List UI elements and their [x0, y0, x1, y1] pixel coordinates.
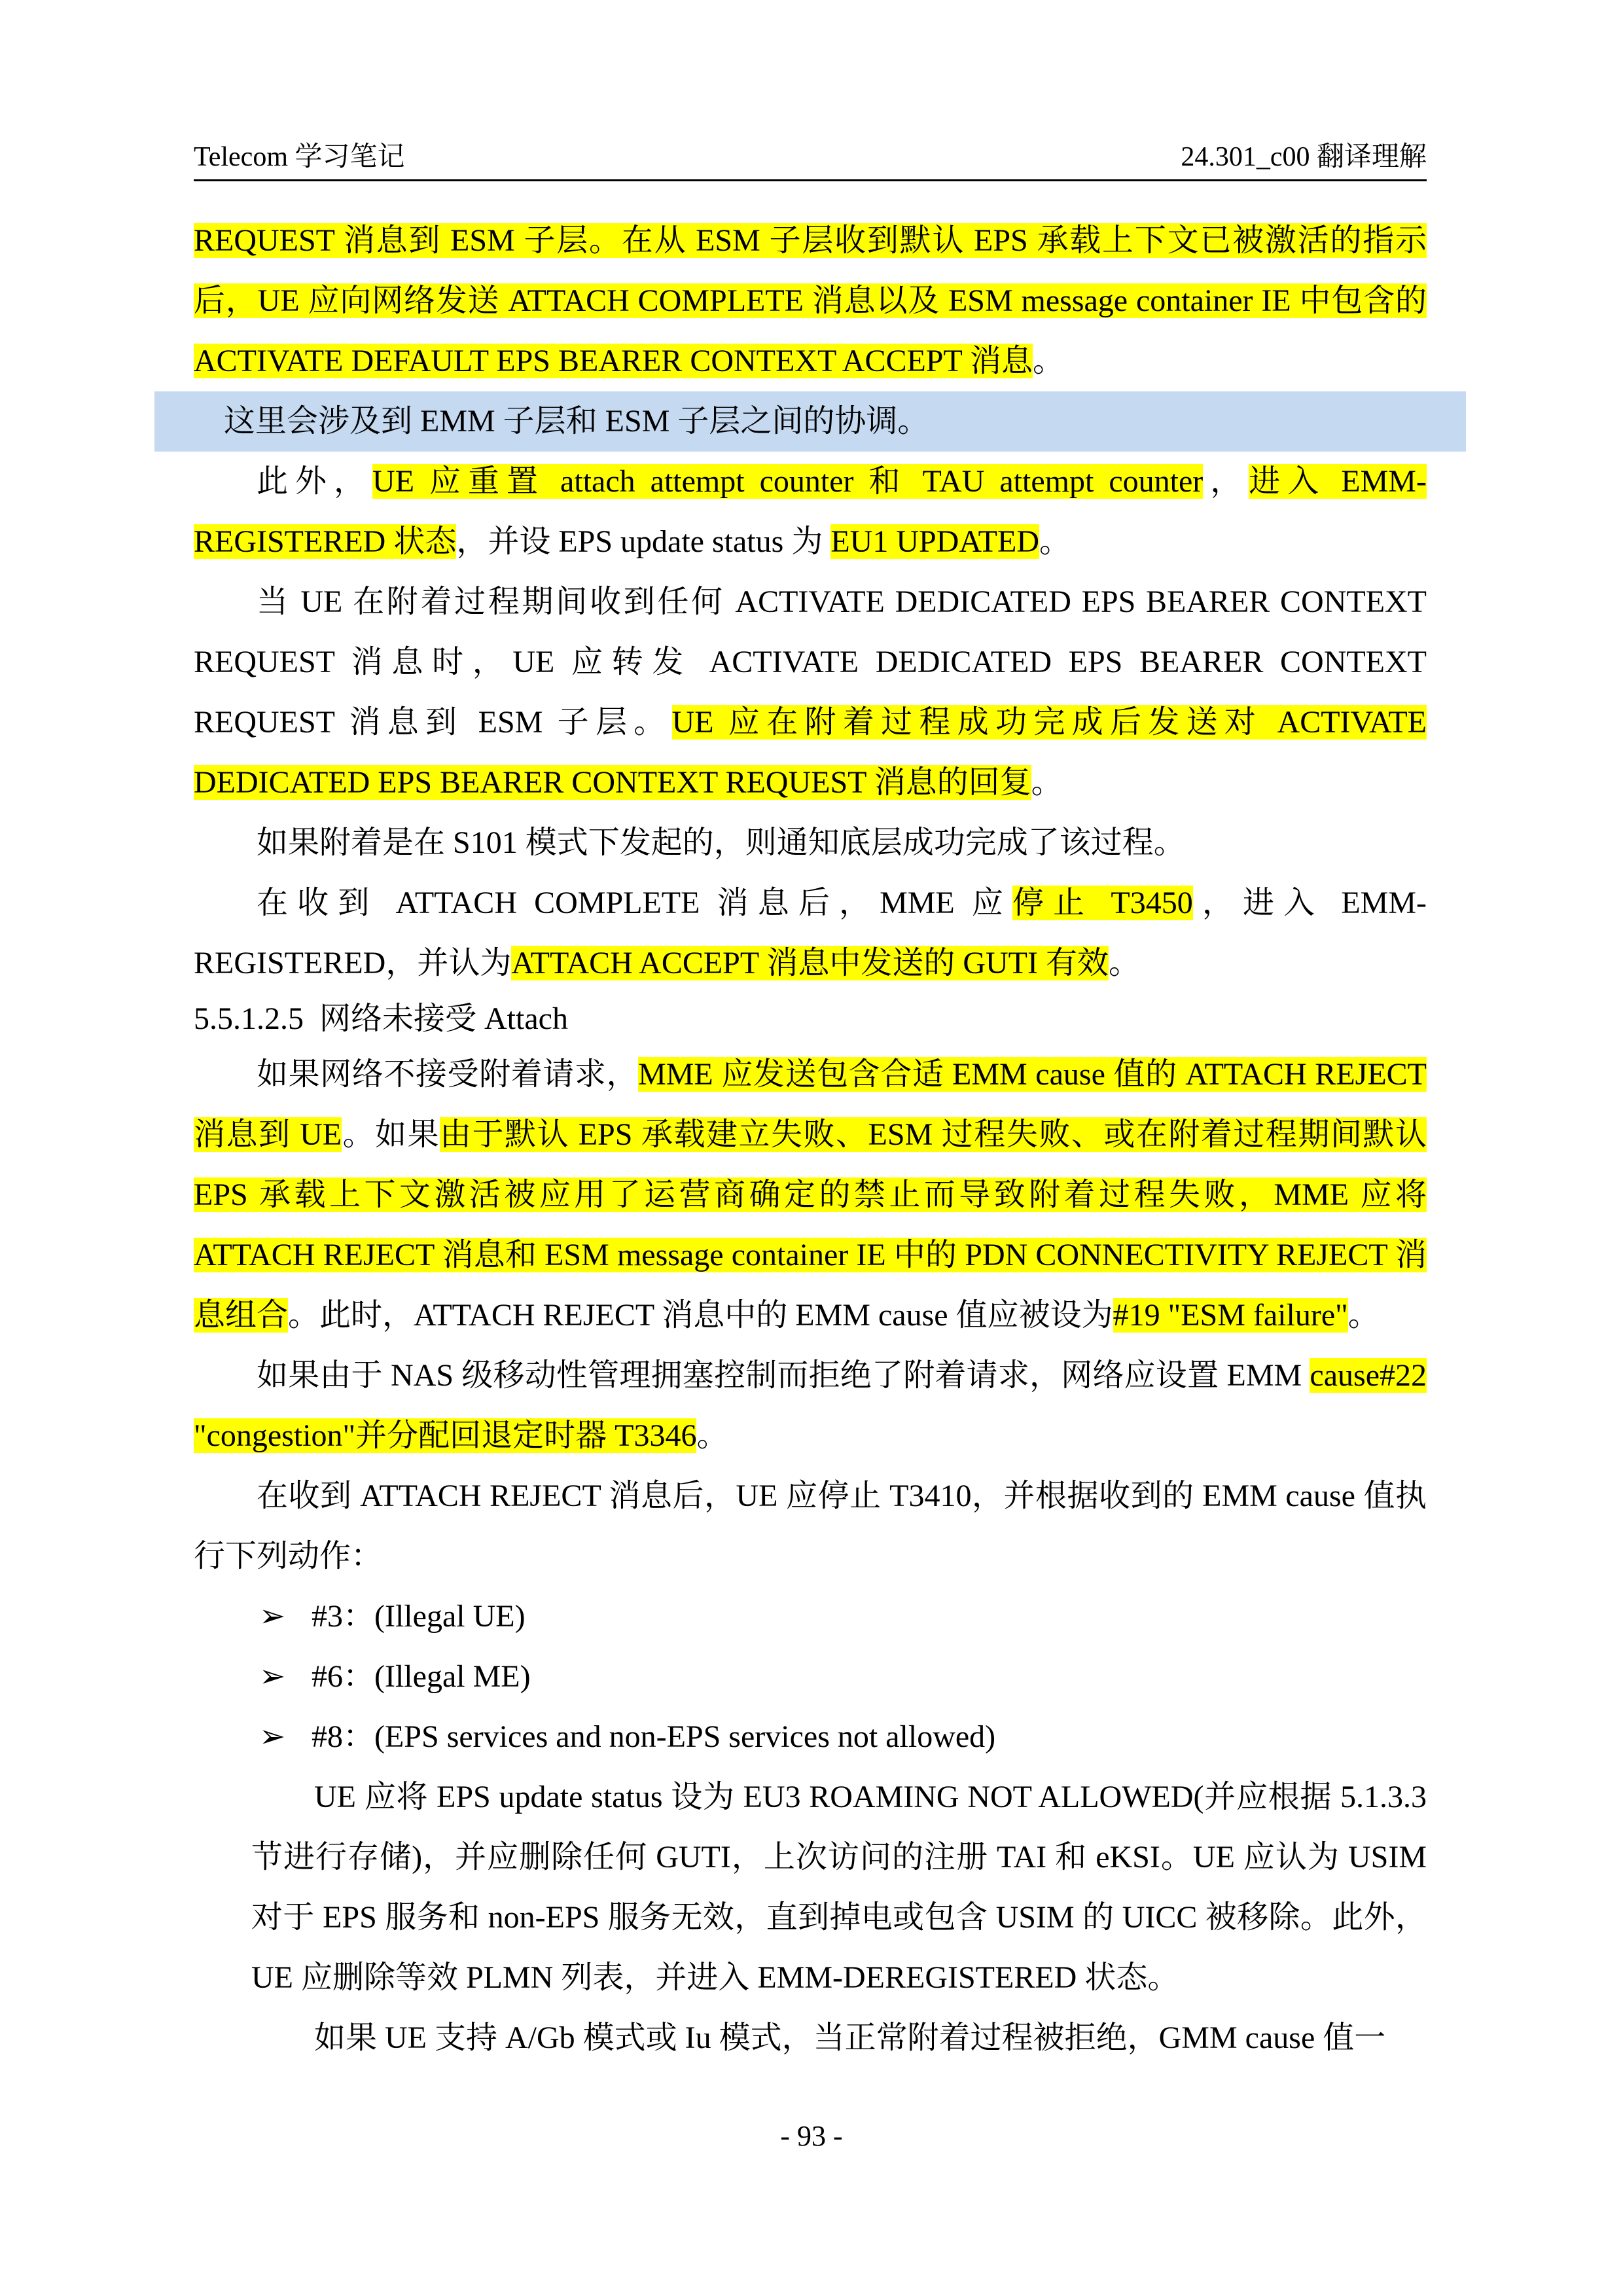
- paragraph-1: REQUEST 消息到 ESM 子层。在从 ESM 子层收到默认 EPS 承载上下文已被激活的指示后，UE 应向网络发送 ATTACH COMPLETE 消息以及 ESM message container IE 中包含的 ACTIVATE DEFAULT EPS BEARER CONTEXT ACCEPT 消息。: [194, 223, 1427, 378]
- highlight: EU1 UPDATED: [830, 524, 1039, 559]
- arrow-bullet-icon: ➢: [259, 1599, 286, 1634]
- document-body: [194, 211, 1427, 2068]
- annotation-note: 这里会涉及到 EMM 子层和 ESM 子层之间的协调。: [154, 391, 1466, 452]
- paragraph-2: 此外，UE 应重置 attach attempt counter 和 TAU attempt counter，进入 EMM-REGISTERED 状态，并设 EPS update status 为 EU1 UPDATED。: [194, 464, 1427, 559]
- highlight: ATTACH ACCEPT 消息中发送的 GUTI 有效: [511, 946, 1109, 980]
- highlight: cause#22 "congestion"并分配回退定时器 T3346: [194, 1358, 1427, 1453]
- cause-list: [194, 1587, 1427, 1767]
- highlight: UE 应重置 attach attempt counter 和 TAU attempt counter: [372, 464, 1204, 499]
- arrow-bullet-icon: ➢: [259, 1719, 286, 1754]
- paragraph-5: 在收到 ATTACH COMPLETE 消息后，MME 应停止 T3450，进入 EMM-REGISTERED，并认为ATTACH ACCEPT 消息中发送的 GUTI 有效。: [194, 886, 1427, 980]
- header-right: 24.301_c00 翻译理解: [1181, 142, 1427, 172]
- section-title: 网络未接受 Attach: [319, 1001, 568, 1036]
- paragraph-7: 如果由于 NAS 级移动性管理拥塞控制而拒绝了附着请求，网络应设置 EMM cause#22 "congestion"并分配回退定时器 T3346。: [194, 1358, 1427, 1453]
- paragraph-8: 在收到 ATTACH REJECT 消息后，UE 应停止 T3410，并根据收到的 EMM cause 值执行下列动作：: [194, 1479, 1427, 1573]
- highlight: 在从 ESM 子层收到默认 EPS 承载上下文已被激活的指示后，UE 应向网络发送 ATTACH COMPLETE 消息以及 ESM message container IE 中包含的 ACTIVATE DEFAULT EPS BEARER CONTEXT ACCEPT 消息: [194, 223, 1427, 378]
- list-item: ➢ #6：(Illegal ME): [259, 1647, 1427, 1707]
- paragraph-9: UE 应将 EPS update status 设为 EU3 ROAMING NOT ALLOWED(并应根据 5.1.3.3 节进行存储)，并应删除任何 GUTI，上次访问的注册 TAI 和 eKSI。UE 应认为 USIM 对于 EPS 服务和 non-EPS 服务无效，直到掉电或包含 USIM 的 UICC 被移除。此外，UE 应删除等效 PLMN 列表，并进入 EMM-DEREGISTERED 状态。: [251, 1780, 1427, 1995]
- highlight: 停止 T3450: [1012, 886, 1193, 920]
- section-number: 5.5.1.2.5: [194, 1001, 304, 1036]
- paragraph-10: 如果 UE 支持 A/Gb 模式或 Iu 模式，当正常附着过程被拒绝，GMM cause 值一: [314, 2020, 1386, 2055]
- list-item: ➢ #8：(EPS services and non-EPS services not allowed): [259, 1707, 1427, 1767]
- highlight: 进入 EMM-REGISTERED 状态: [194, 464, 1427, 559]
- highlight: REQUEST 消息到 ESM 子层。: [194, 223, 622, 258]
- highlight: UE 应在附着过程成功完成后发送对 ACTIVATE DEDICATED EPS BEARER CONTEXT REQUEST 消息的回复: [194, 705, 1427, 800]
- paragraph-6: 如果网络不接受附着请求，MME 应发送包含合适 EMM cause 值的 ATTACH REJECT 消息到 UE。如果由于默认 EPS 承载建立失败、ESM 过程失败、或在附着过程期间默认 EPS 承载上下文激活被应用了运营商确定的禁止而导致附着过程失败，MME 应将 ATTACH REJECT 消息和 ESM message container IE 中的 PDN CONNECTIVITY REJECT 消息组合。此时，ATTACH REJECT 消息中的 EMM cause 值应被设为#19 "ESM failure"。: [194, 1057, 1427, 1333]
- header-rule: [194, 179, 1427, 181]
- page-number: - 93 -: [780, 2120, 843, 2152]
- section-heading: [194, 996, 1427, 1042]
- arrow-bullet-icon: ➢: [259, 1659, 286, 1694]
- header-left: Telecom 学习笔记: [194, 142, 405, 172]
- highlight: 由于默认 EPS 承载建立失败、ESM 过程失败、或在附着过程期间默认 EPS 承载上下文激活被应用了运营商确定的禁止而导致附着过程失败，MME 应将 ATTACH REJECT 消息和 ESM message container IE 中的 PDN CONNECTIVITY REJECT 消息组合: [194, 1117, 1427, 1333]
- highlight: MME 应发送包含合适 EMM cause 值的 ATTACH REJECT 消息到 UE: [194, 1057, 1427, 1152]
- paragraph-4: 如果附着是在 S101 模式下发起的，则通知底层成功完成了该过程。: [257, 825, 1185, 860]
- highlight: #19 "ESM failure": [1113, 1298, 1348, 1333]
- list-item: ➢ #3：(Illegal UE): [259, 1587, 1427, 1647]
- paragraph-3: 当 UE 在附着过程期间收到任何 ACTIVATE DEDICATED EPS BEARER CONTEXT REQUEST 消息时，UE 应转发 ACTIVATE DEDICATED EPS BEARER CONTEXT REQUEST 消息到 ESM 子层。UE 应在附着过程成功完成后发送对 ACTIVATE DEDICATED EPS BEARER CONTEXT REQUEST 消息的回复。: [194, 584, 1427, 800]
